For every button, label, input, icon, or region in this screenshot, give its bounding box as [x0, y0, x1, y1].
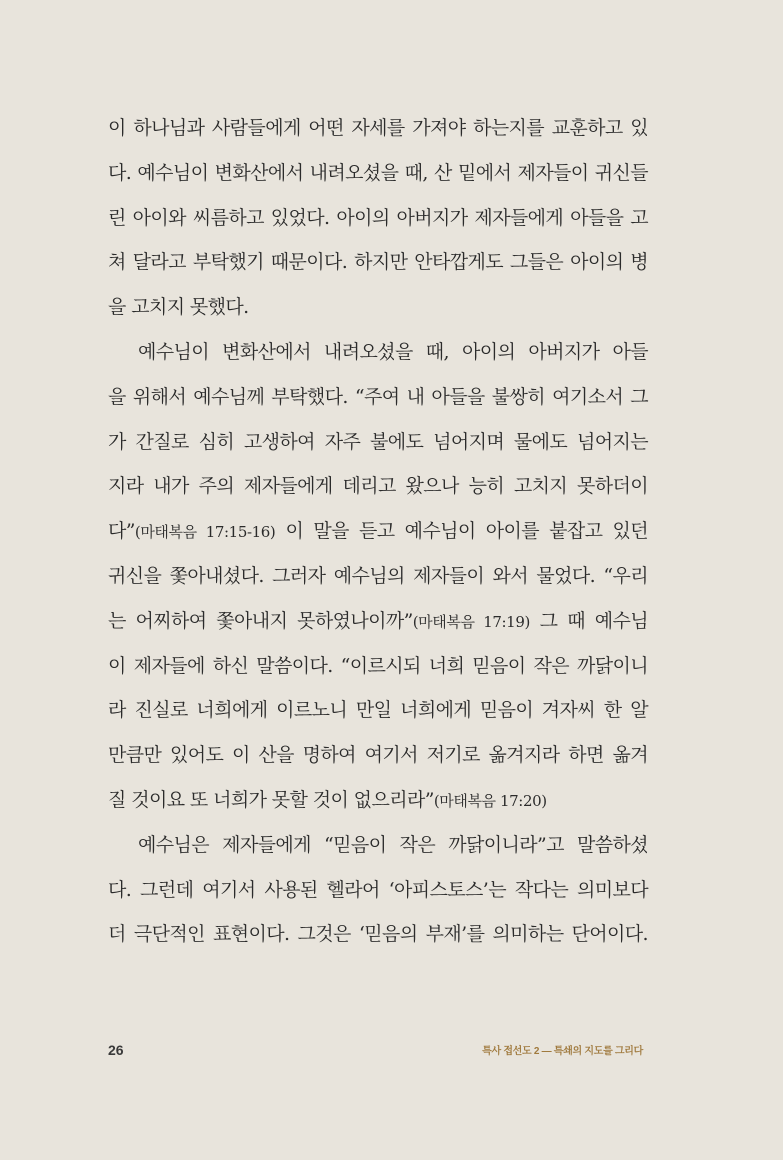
text-line: 더 극단적인 표현이다. 그것은 ‘믿음의 부재’를 의미하는 단어이다. — [108, 923, 648, 946]
text-line: 가 간질로 심히 고생하여 자주 불에도 넘어지며 물에도 넘어지는 — [108, 430, 648, 453]
page-number: 26 — [108, 1042, 124, 1058]
text-line: 린 아이와 씨름하고 있었다. 아이의 아버지가 제자들에게 아들을 고 — [108, 206, 648, 229]
text-line: 예수님이 변화산에서 내려오셨을 때, 아이의 아버지가 아들 — [138, 340, 648, 363]
running-footer-title: 특사 접선도 2 — 특쇄의 지도를 그리다 — [482, 1046, 643, 1057]
text-line: 이 하나님과 사람들에게 어떤 자세를 가져야 하는지를 교훈하고 있 — [108, 117, 648, 139]
text-segment: 질 것이요 또 너희가 못할 것이 없으리라” — [108, 788, 434, 811]
text-line — [108, 599, 648, 644]
text-line: 예수님은 제자들에게 “믿음이 작은 까닭이니라”고 말씀하셨 — [138, 833, 648, 856]
text-line: 귀신을 쫓아내셨다. 그러자 예수님의 제자들이 와서 물었다. “우리 — [108, 564, 648, 587]
text-line — [108, 778, 648, 823]
text-line: 쳐 달라고 부탁했기 때문이다. 하지만 안타깝게도 그들은 아이의 병 — [108, 251, 648, 274]
text-segment: 이 말을 듣고 예수님이 아이를 붙잡고 있던 — [275, 520, 648, 543]
scripture-reference: (마태복음 17:15-16) — [134, 523, 276, 542]
text-line: 을 고치지 못했다. — [108, 296, 249, 319]
text-line: 을 위해서 예수님께 부탁했다. “주여 내 아들을 불쌍히 여기소서 그 — [108, 385, 648, 408]
text-line: 다. 그런데 여기서 사용된 헬라어 ‘아피스토스’는 작다는 의미보다 — [108, 878, 648, 901]
body-text — [108, 106, 648, 957]
text-line: 지라 내가 주의 제자들에게 데리고 왔으나 능히 고치지 못하더이 — [108, 475, 648, 498]
scripture-reference: (마태복음 17:19) — [412, 612, 530, 631]
text-segment: 다” — [108, 520, 135, 543]
text-line: 만큼만 있어도 이 산을 명하여 여기서 저기로 옮겨지라 하면 옮겨 — [108, 744, 648, 767]
text-line: 이 제자들에 하신 말씀이다. “이르시되 너희 믿음이 작은 까닭이니 — [108, 654, 648, 677]
text-line: 라 진실로 너희에게 이르노니 만일 너희에게 믿음이 겨자씨 한 알 — [108, 699, 648, 722]
scripture-reference: (마태복음 17:20) — [433, 791, 547, 810]
text-segment: 는 어찌하여 쫓아내지 못하였나이까” — [108, 609, 413, 632]
text-line: 다. 예수님이 변화산에서 내려오셨을 때, 산 밑에서 제자들이 귀신들 — [108, 161, 648, 184]
text-line — [108, 509, 648, 554]
text-segment: 그 때 예수님 — [529, 609, 648, 632]
